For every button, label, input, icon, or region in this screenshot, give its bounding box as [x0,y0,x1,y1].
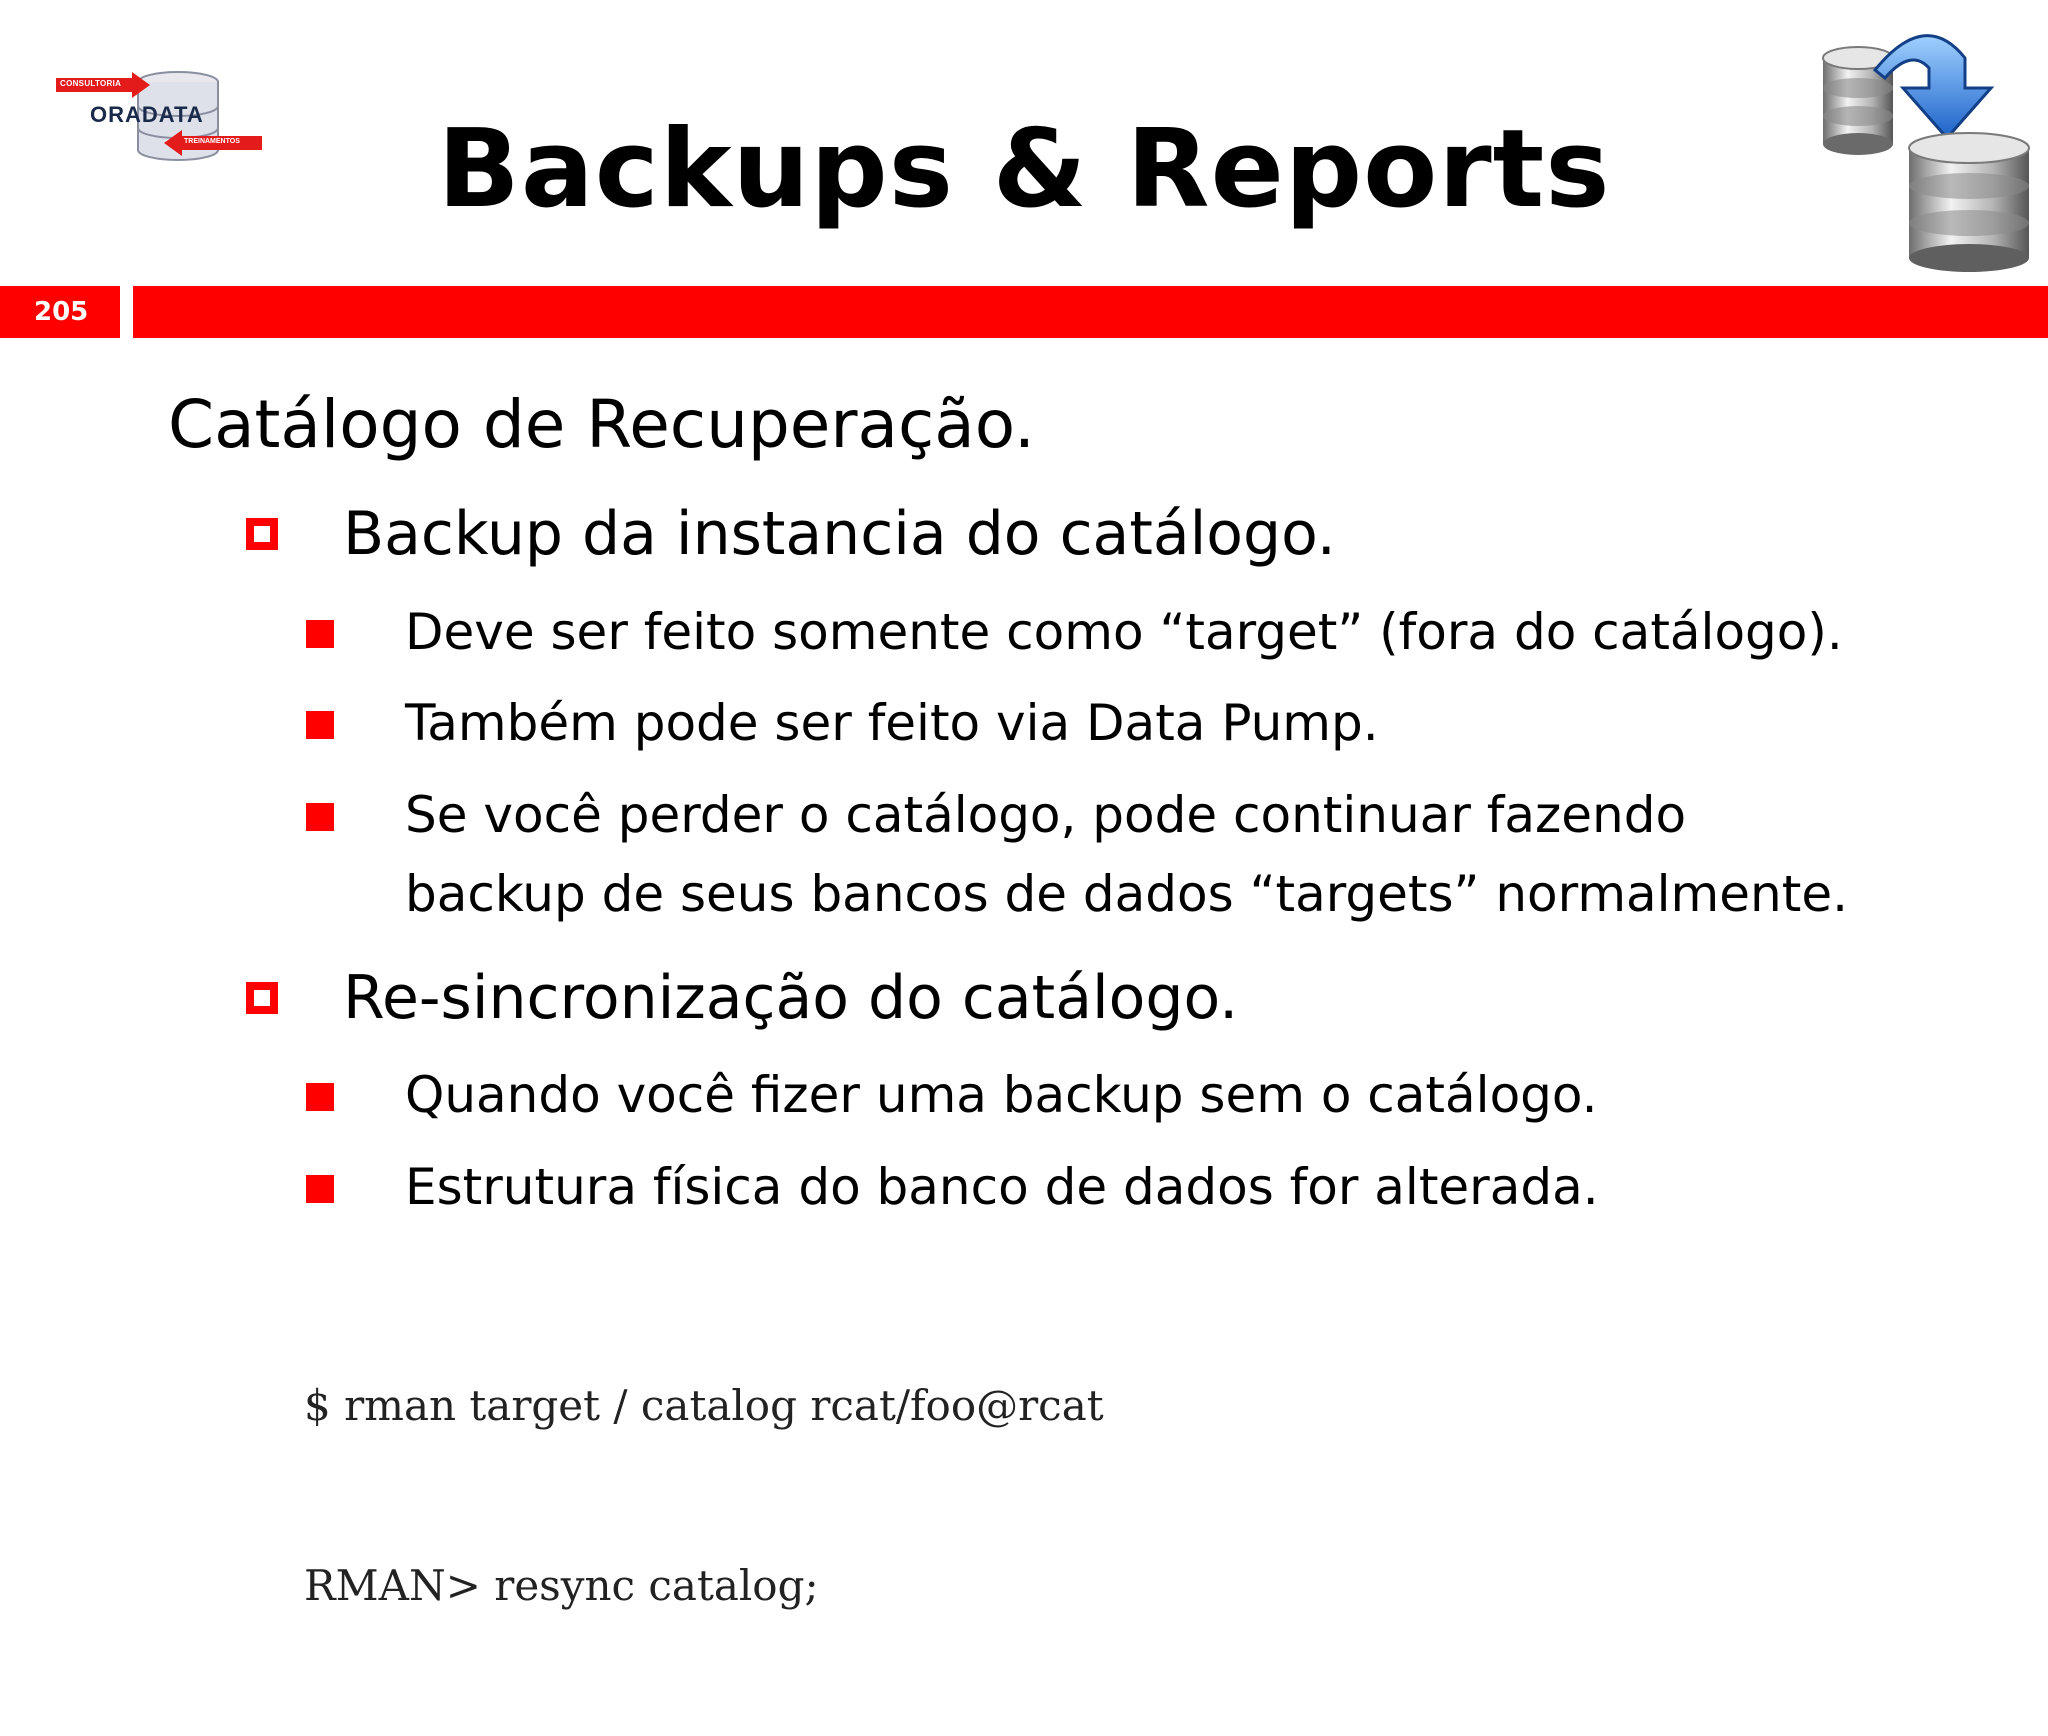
filled-square-bullet-icon [306,1083,334,1111]
database-transfer-icon [1815,18,2040,268]
list-item: Quando você fizer uma backup sem o catálogo. [405,1066,1598,1124]
filled-square-bullet-icon [306,711,334,739]
filled-square-bullet-icon [306,1175,334,1203]
list-item: Se você perder o catálogo, pode continuar fazendo [405,786,1687,844]
logo-main-text: ORADATA [90,102,204,127]
section-label: Re-sincronização do catálogo. [343,963,1239,1033]
filled-square-bullet-icon [306,803,334,831]
hollow-square-bullet-icon [246,518,278,550]
list-item: Também pode ser feito via Data Pump. [405,694,1379,752]
slide-title: Backups & Reports [437,107,1611,232]
content-heading: Catálogo de Recuperação. [168,386,1035,463]
title-divider-bar [133,286,2048,338]
logo-bottom-text: TREINAMENTOS [184,138,240,145]
section-label: Backup da instancia do catálogo. [343,499,1336,569]
list-item: Estrutura física do banco de dados for alterada. [405,1158,1599,1216]
list-item-continuation: backup de seus bancos de dados “targets” normalmente. [405,865,1848,923]
list-item: Deve ser feito somente como “target” (fora do catálogo). [405,603,1843,661]
logo-top-text: CONSULTORIA [60,79,122,88]
code-snippet [304,1256,1104,1736]
filled-square-bullet-icon [306,620,334,648]
code-line: RMAN> resync catalog; [304,1561,819,1610]
hollow-square-bullet-icon [246,982,278,1014]
code-line: $ rman target / catalog rcat/foo@rcat [304,1381,1104,1430]
slide-number: 205 [0,286,120,338]
